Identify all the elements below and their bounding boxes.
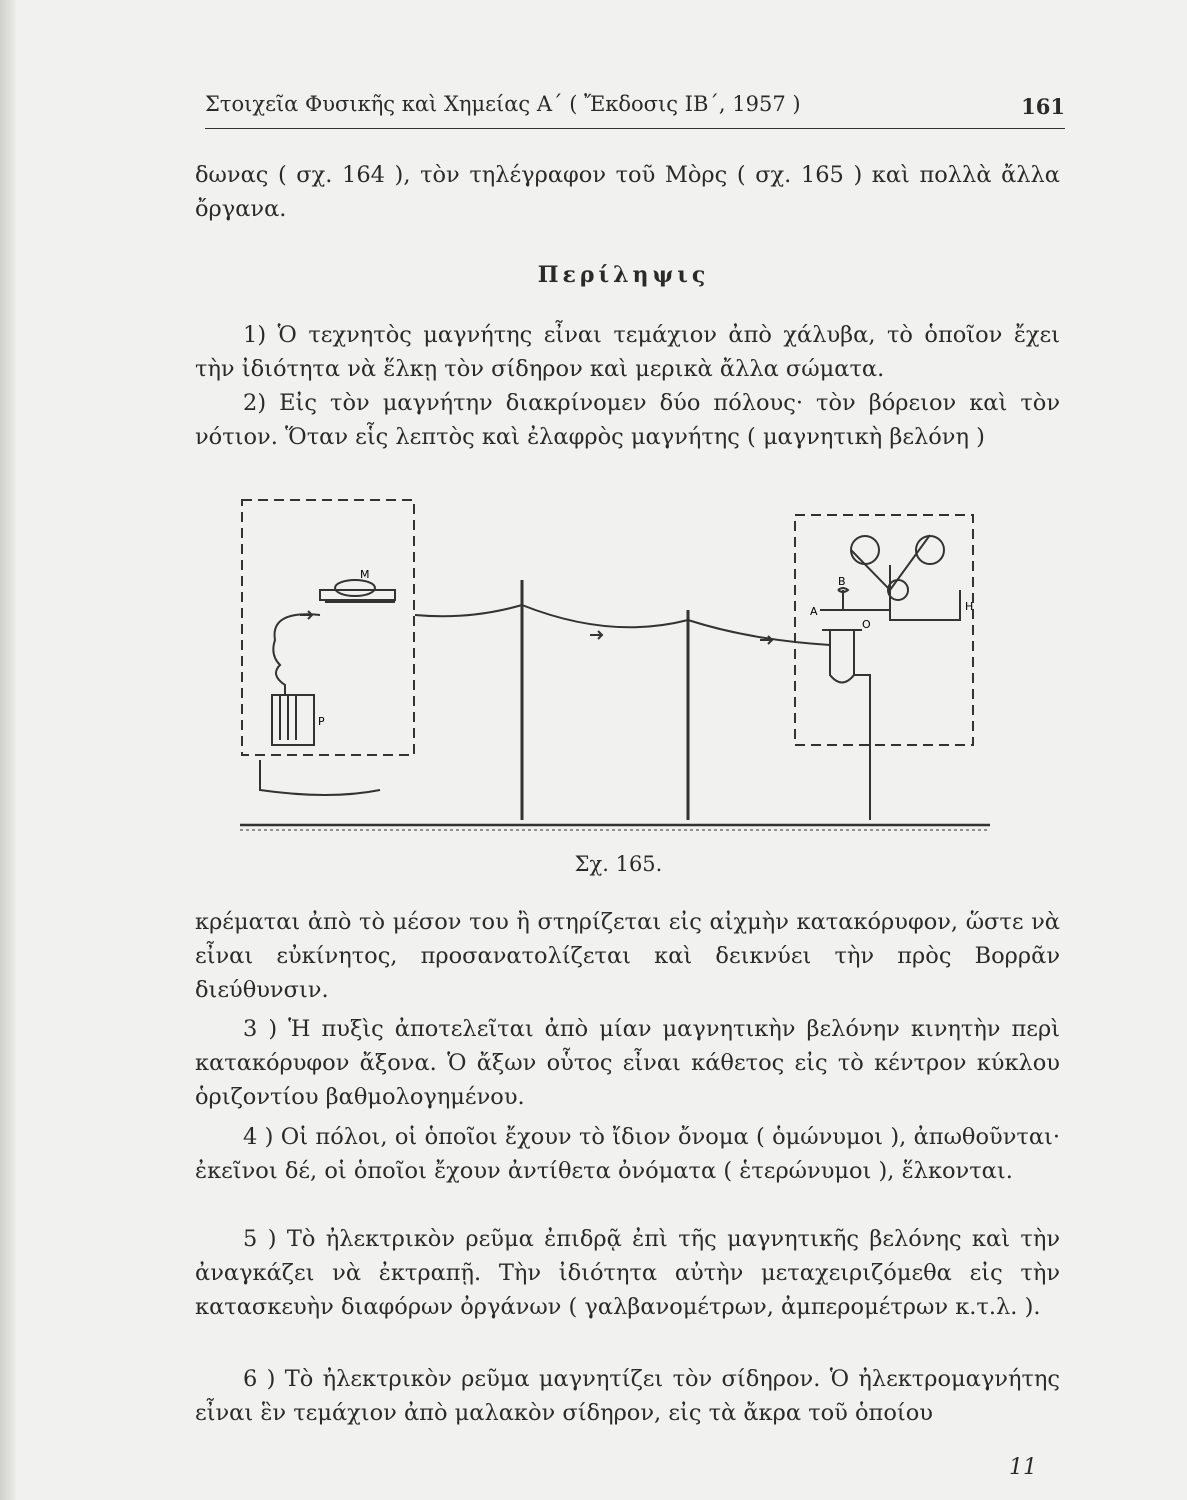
summary-item-6 [195, 1362, 1060, 1430]
label-O: O [862, 618, 871, 631]
receiver-station-box [795, 515, 973, 745]
page-binding-edge [0, 0, 16, 1500]
section-title: Περίληψις [537, 262, 710, 288]
page-number: 161 [1021, 94, 1065, 119]
summary-item-5-text: 5 ) Τὸ ἠλεκτρικὸν ρεῦμα ἐπιδρᾷ ἐπὶ τῆς μαγνητικῆς βελόνης καὶ τὴν ἀναγκάζει νὰ ἐκτραπῇ. Τὴν ἰδιότητα αὐτὴν μεταχειριζόμεθα εἰς τὴν κατασκευὴν διαφόρων ὀργάνων ( γαλβανομέτρων, ἀμπερομέτρων κ.τ.λ. ). [195, 1226, 1060, 1320]
battery [272, 695, 314, 745]
label-H: H [965, 600, 974, 613]
summary-item-2-text: 2) Εἰς τὸν μαγνήτην διακρίνομεν δύο πόλους· τὸν βόρειον καὶ τὸν νότιον. Ὅταν εἷς λεπτὸς καὶ ἐλαφρὸς μαγνήτης ( μαγνητικὴ βελόνη ) [195, 390, 1060, 450]
label-P: P [318, 715, 325, 728]
label-A: A [810, 605, 818, 618]
summary-item-4-text: 4 ) Οἱ πόλοι, οἱ ὁποῖοι ἔχουν τὸ ἴδιον ὄνομα ( ὁμώνυμοι ), ἀπωθοῦνται· ἐκεῖνοι δέ, οἱ ὁποῖοι ἔχουν ἀντίθετα ὀνόματα ( ἑτερώνυμοι ), ἕλκονται. [195, 1124, 1060, 1184]
label-M: M [360, 568, 370, 581]
paper-roll-left [851, 536, 879, 564]
summary-item-2 [195, 386, 1060, 454]
intro-paragraph: δωνας ( σχ. 164 ), τὸν τηλέγραφον τοῦ Μὸρς ( σχ. 165 ) καὶ πολλὰ ἄλλα ὄργανα. [195, 162, 1060, 222]
electromagnet [830, 630, 854, 683]
label-B: B [838, 575, 846, 588]
summary-item-3-text: 3 ) Ἡ πυξὶς ἀποτελεῖται ἀπὸ μίαν μαγνητικὴν βελόνην κινητὴν περὶ κατακόρυφον ἄξονα. Ὁ ἄξων οὗτος εἶναι κάθετος εἰς τὸ κέντρον κύκλου ὁριζοντίου βαθμολογημένου. [195, 1016, 1060, 1110]
summary-item-4 [195, 1120, 1060, 1188]
summary-item-1 [195, 318, 1060, 386]
coil [273, 614, 320, 695]
signature-number: 11 [1009, 1455, 1037, 1480]
summary-item-5 [195, 1222, 1060, 1324]
header-title: Στοιχεῖα Φυσικῆς καὶ Χημείας Α΄ ( Ἔκδοσις ΙΒ΄, 1957 ) [205, 92, 801, 116]
sender-station-box [242, 500, 414, 755]
register-stand [890, 565, 960, 620]
summary-item-3 [195, 1012, 1060, 1114]
summary-item-1-text: 1) Ὁ τεχνητὸς μαγνήτης εἶναι τεμάχιον ἀπὸ χάλυβα, τὸ ὁποῖον ἔχει τὴν ἰδιότητα νὰ ἕλκῃ τὸν σίδηρον καὶ μερικὰ ἄλλα σώματα. [195, 322, 1060, 382]
summary-item-6-text: 6 ) Τὸ ἠλεκτρικὸν ρεῦμα μαγνητίζει τὸν σίδηρον. Ὁ ἠλεκτρομαγνήτης εἶναι ἓν τεμάχιον ἀπὸ μαλακὸν σίδηρον, εἰς τὰ ἄκρα τοῦ ὁποίου [195, 1366, 1060, 1426]
figure-caption: Σχ. 165. [574, 852, 663, 876]
summary-item-2-continued: κρέμαται ἀπὸ τὸ μέσον του ἢ στηρίζεται εἰς αἰχμὴν κατακόρυφον, ὥστε νὰ εἶναι εὐκίνητος, προσανατολίζεται καὶ δεικνύει τὴν πρὸς Βορρᾶν διεύθυνσιν. [195, 909, 1060, 1003]
telegraph-figure [230, 490, 1010, 850]
running-header [205, 88, 1065, 129]
